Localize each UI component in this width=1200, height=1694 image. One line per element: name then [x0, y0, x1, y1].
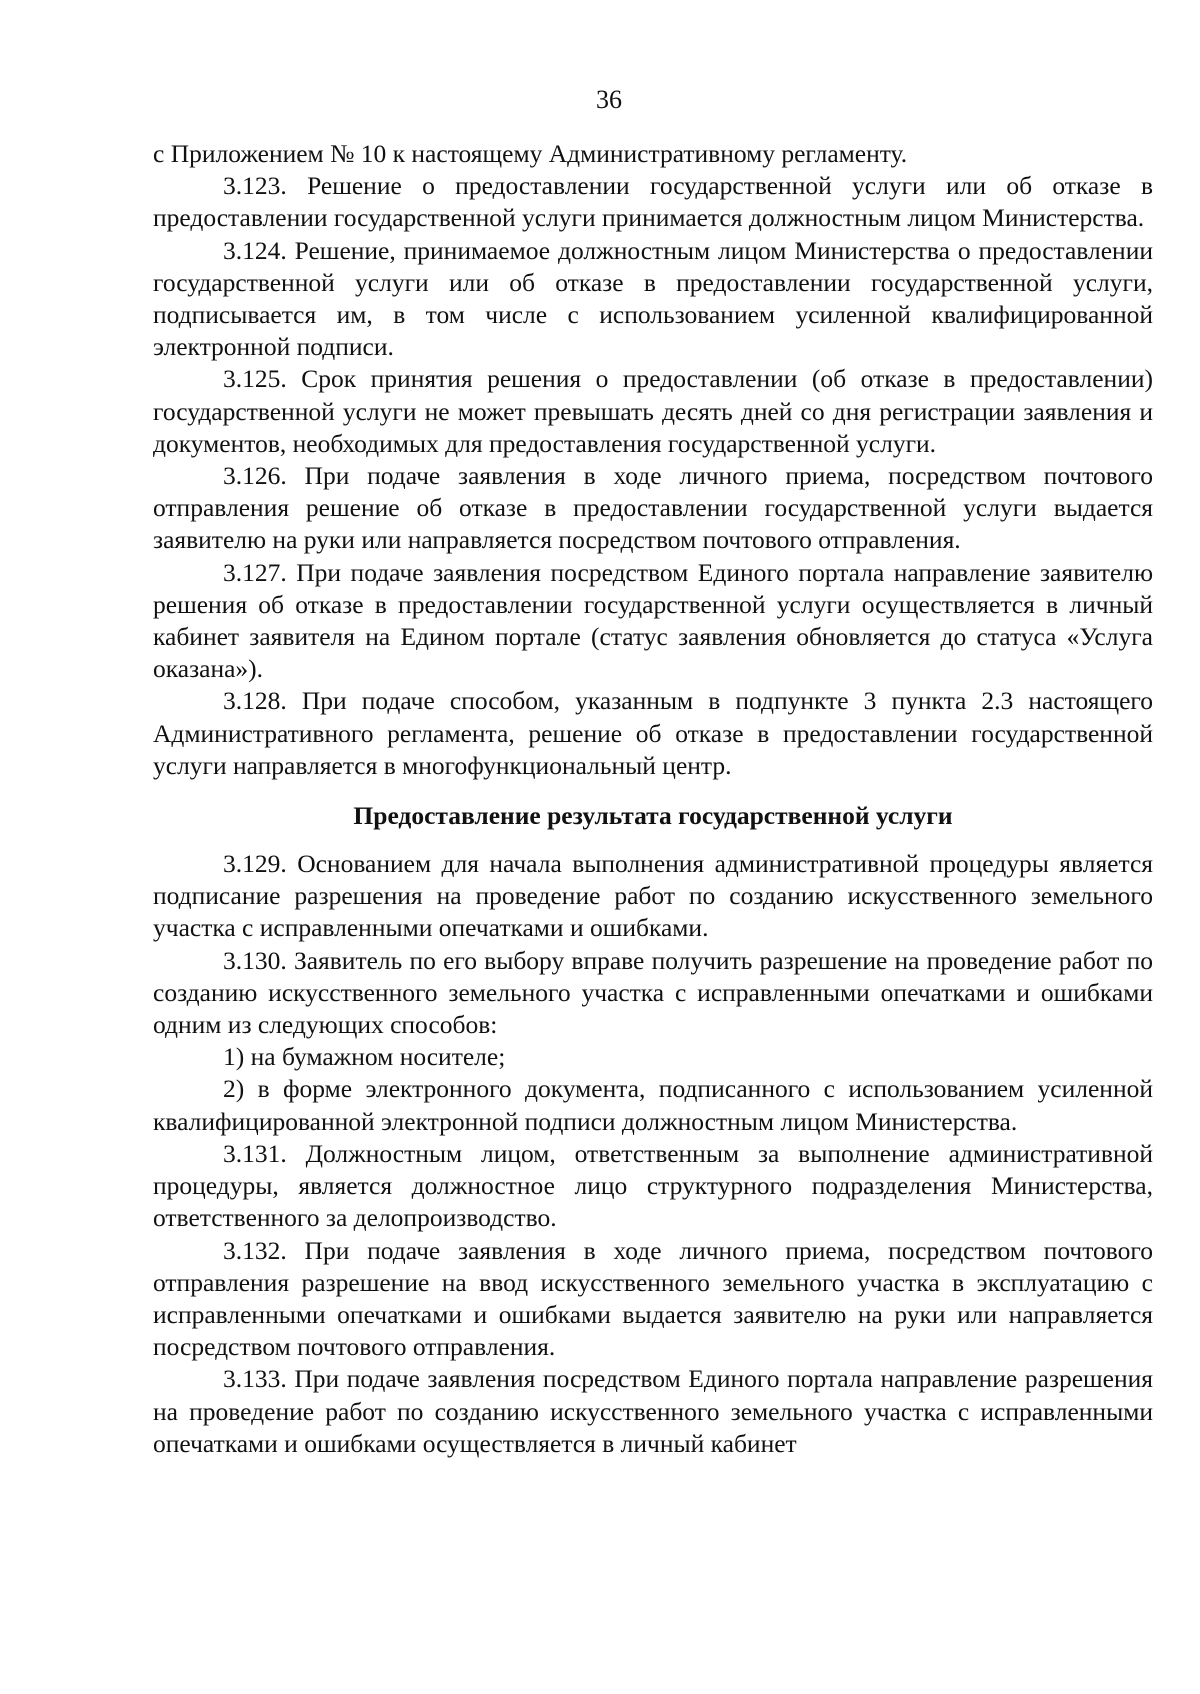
- paragraph-3-130: 3.130. Заявитель по его выбору вправе получить разрешение на проведение работ по созданию искусственного земельного участка с исправленными опечатками и ошибками одним из следующих способов:: [153, 945, 1153, 1040]
- paragraph-3-132: 3.132. При подаче заявления в ходе личного приема, посредством почтового отправления разрешение на ввод искусственного земельного участка в эксплуатацию с исправленными опечатками и ошибками выдается заявителю на руки или направляется посредством почтового отправления.: [153, 1235, 1153, 1362]
- list-item-2: 2) в форме электронного документа, подписанного с использованием усиленной квалифицированной электронной подписи должностным лицом Министерства.: [153, 1074, 1153, 1136]
- list-item-1: 1) на бумажном носителе;: [223, 1042, 506, 1072]
- paragraph-3-129: 3.129. Основанием для начала выполнения административной процедуры является подписание разрешения на проведение работ по созданию искусственного земельного участка с исправленными опечатками и ошибками.: [153, 849, 1153, 943]
- paragraph-3-127: 3.127. При подаче заявления посредством Единого портала направление заявителю решения об отказе в предоставлении государственной услуги осуществляется в личный кабинет заявителя на Едином портале (статус заявления обновляется до статуса «Услуга оказана»).: [153, 557, 1153, 684]
- page-number: 36: [596, 85, 622, 114]
- paragraph-3-133: 3.133. При подаче заявления посредством Единого портала направление разрешения на проведение работ по созданию искусственного земельного участка с исправленными опечатками и ошибками осуществляется в личный кабинет: [153, 1364, 1153, 1458]
- paragraph-3-123: 3.123. Решение о предоставлении государственной услуги или об отказе в предоставлении государственной услуги принимается должностным лицом Министерства.: [153, 171, 1153, 233]
- paragraph-3-124: 3.124. Решение, принимаемое должностным лицом Министерства о предоставлении государственной услуги или об отказе в предоставлении государственной услуги, подписывается им, в том числе с использованием усиленной квалифицированной электронной подписи.: [153, 235, 1153, 362]
- paragraph-continuation: с Приложением № 10 к настоящему Административному регламенту.: [153, 139, 908, 168]
- section-heading: Предоставление результата государственной услуги: [353, 801, 953, 831]
- document-body: [153, 138, 1153, 1460]
- paragraph-3-125: 3.125. Срок принятия решения о предоставлении (об отказе в предоставлении) государственной услуги не может превышать десять дней со дня регистрации заявления и документов, необходимых для предоставления государственной услуги.: [153, 364, 1153, 458]
- paragraph-3-128: 3.128. При подаче способом, указанным в подпункте 3 пункта 2.3 настоящего Административного регламента, решение об отказе в предоставлении государственной услуги направляется в многофункциональный центр.: [153, 686, 1153, 780]
- paragraph-3-131: 3.131. Должностным лицом, ответственным за выполнение административной процедуры, является должностное лицо структурного подразделения Министерства, ответственного за делопроизводство.: [153, 1138, 1153, 1233]
- paragraph-3-126: 3.126. При подаче заявления в ходе личного приема, посредством почтового отправления решение об отказе в предоставлении государственной услуги выдается заявителю на руки или направляется посредством почтового отправления.: [153, 461, 1153, 555]
